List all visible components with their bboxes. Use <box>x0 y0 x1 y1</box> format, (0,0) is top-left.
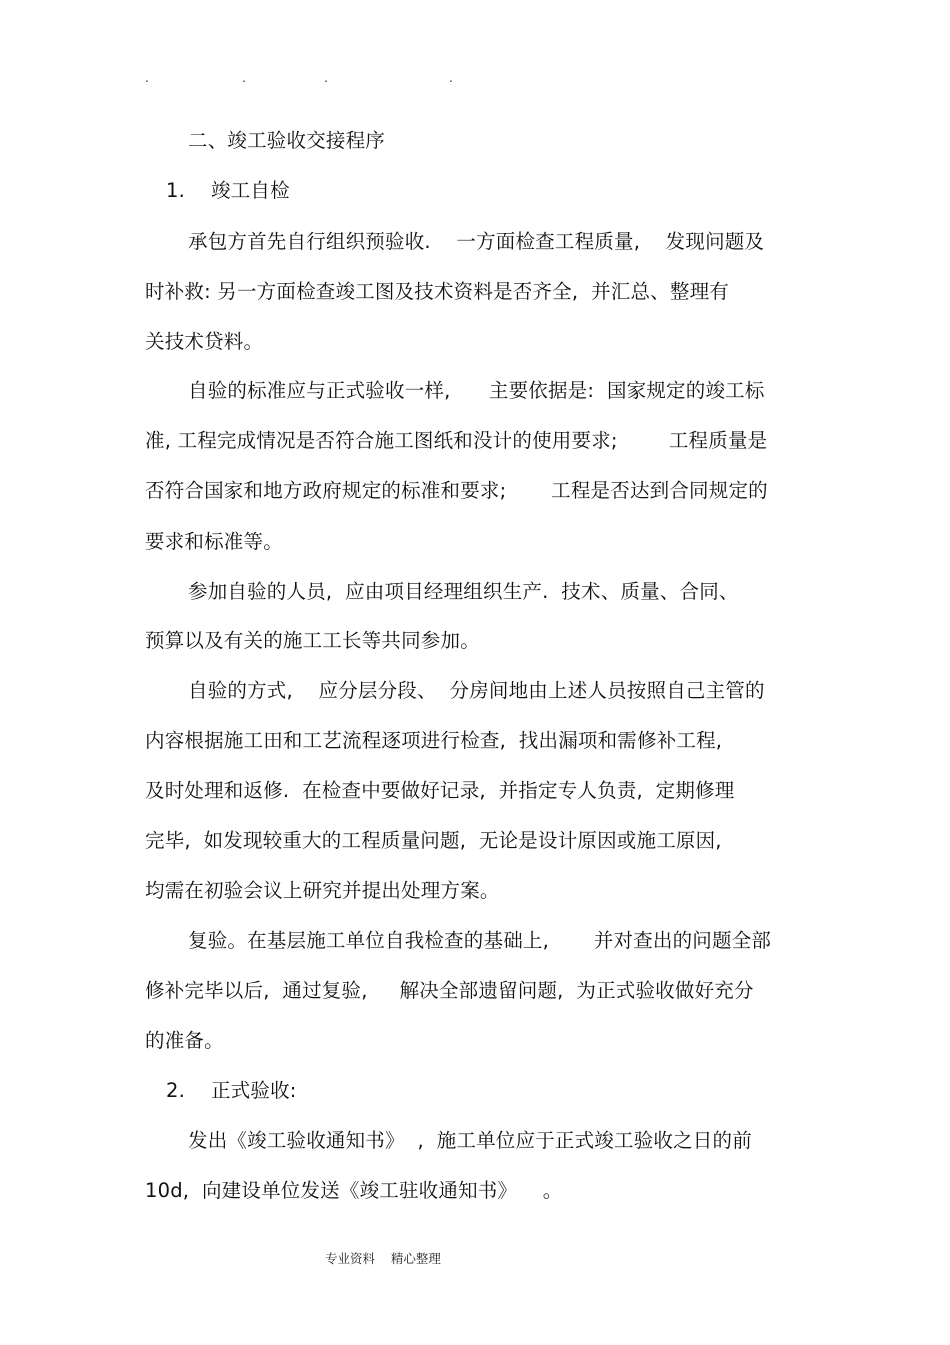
header-dot: . <box>145 71 149 85</box>
paragraph-line: 修补完毕以后, 通过复验, 解决全部遗留问题, 为正式验收做好充分 <box>145 979 754 1002</box>
paragraph-line: 10d, 向建设单位发送《竣工驻收通知书》 。 <box>145 1179 563 1202</box>
paragraph-line: 时补救: 另一方面检查竣工图及技术资料是否齐全, 并汇总、整理有 <box>145 280 729 303</box>
item-number: 2. <box>166 1079 186 1102</box>
item-title: 正式验收: <box>211 1079 297 1102</box>
paragraph-line: 及时处理和返修. 在检查中要做好记录, 并指定专人负责, 定期修理 <box>145 779 735 802</box>
section-title: 二、竣工验收交接程序 <box>188 129 386 152</box>
header-dot: . <box>449 71 453 85</box>
page-footer: 专业资料 精心整理 <box>325 1251 441 1266</box>
paragraph-line: 的准备。 <box>145 1029 224 1052</box>
paragraph-line: 完毕, 如发现较重大的工程质量问题, 无论是设计原因或施工原因, <box>145 829 722 852</box>
paragraph-line: 复验。在基层施工单位自我检查的基础上, 并对查出的问题全部 <box>188 929 772 952</box>
paragraph-line: 要求和标准等。 <box>145 530 283 553</box>
paragraph-line: 承包方首先自行组织预验收. 一方面检查工程质量, 发现问题及 <box>188 230 765 253</box>
paragraph-line: 自验的标准应与正式验收一样, 主要依据是: 国家规定的竣工标 <box>188 379 765 402</box>
header-dot: . <box>242 71 246 85</box>
paragraph-line: 预算以及有关的施工工长等共同参加。 <box>145 629 480 652</box>
paragraph-line: 均需在初验会议上研究并提出处理方案。 <box>145 879 500 902</box>
item-number: 1. <box>166 179 186 202</box>
paragraph-line: 自验的方式, 应分层分段、 分房间地由上述人员按照自己主管的 <box>188 679 765 702</box>
paragraph-line: 关技术贷料。 <box>145 330 264 353</box>
header-dot: . <box>324 71 328 85</box>
paragraph-line: 内容根据施工田和工艺流程逐项进行检查, 找出漏项和需修补工程, <box>145 729 723 752</box>
paragraph-line: 发出《竣工验收通知书》 , 施工单位应于正式竣工验收之日的前 <box>188 1129 752 1152</box>
paragraph-line: 准, 工程完成情况是否符合施工图纸和没计的使用要求; 工程质量是 <box>145 429 768 452</box>
paragraph-line: 参加自验的人员, 应由项目经理组织生产. 技术、质量、合同、 <box>188 580 739 603</box>
paragraph-line: 否符合国家和地方政府规定的标准和要求; 工程是否达到合同规定的 <box>145 479 768 502</box>
item-title: 竣工自检 <box>211 179 290 202</box>
